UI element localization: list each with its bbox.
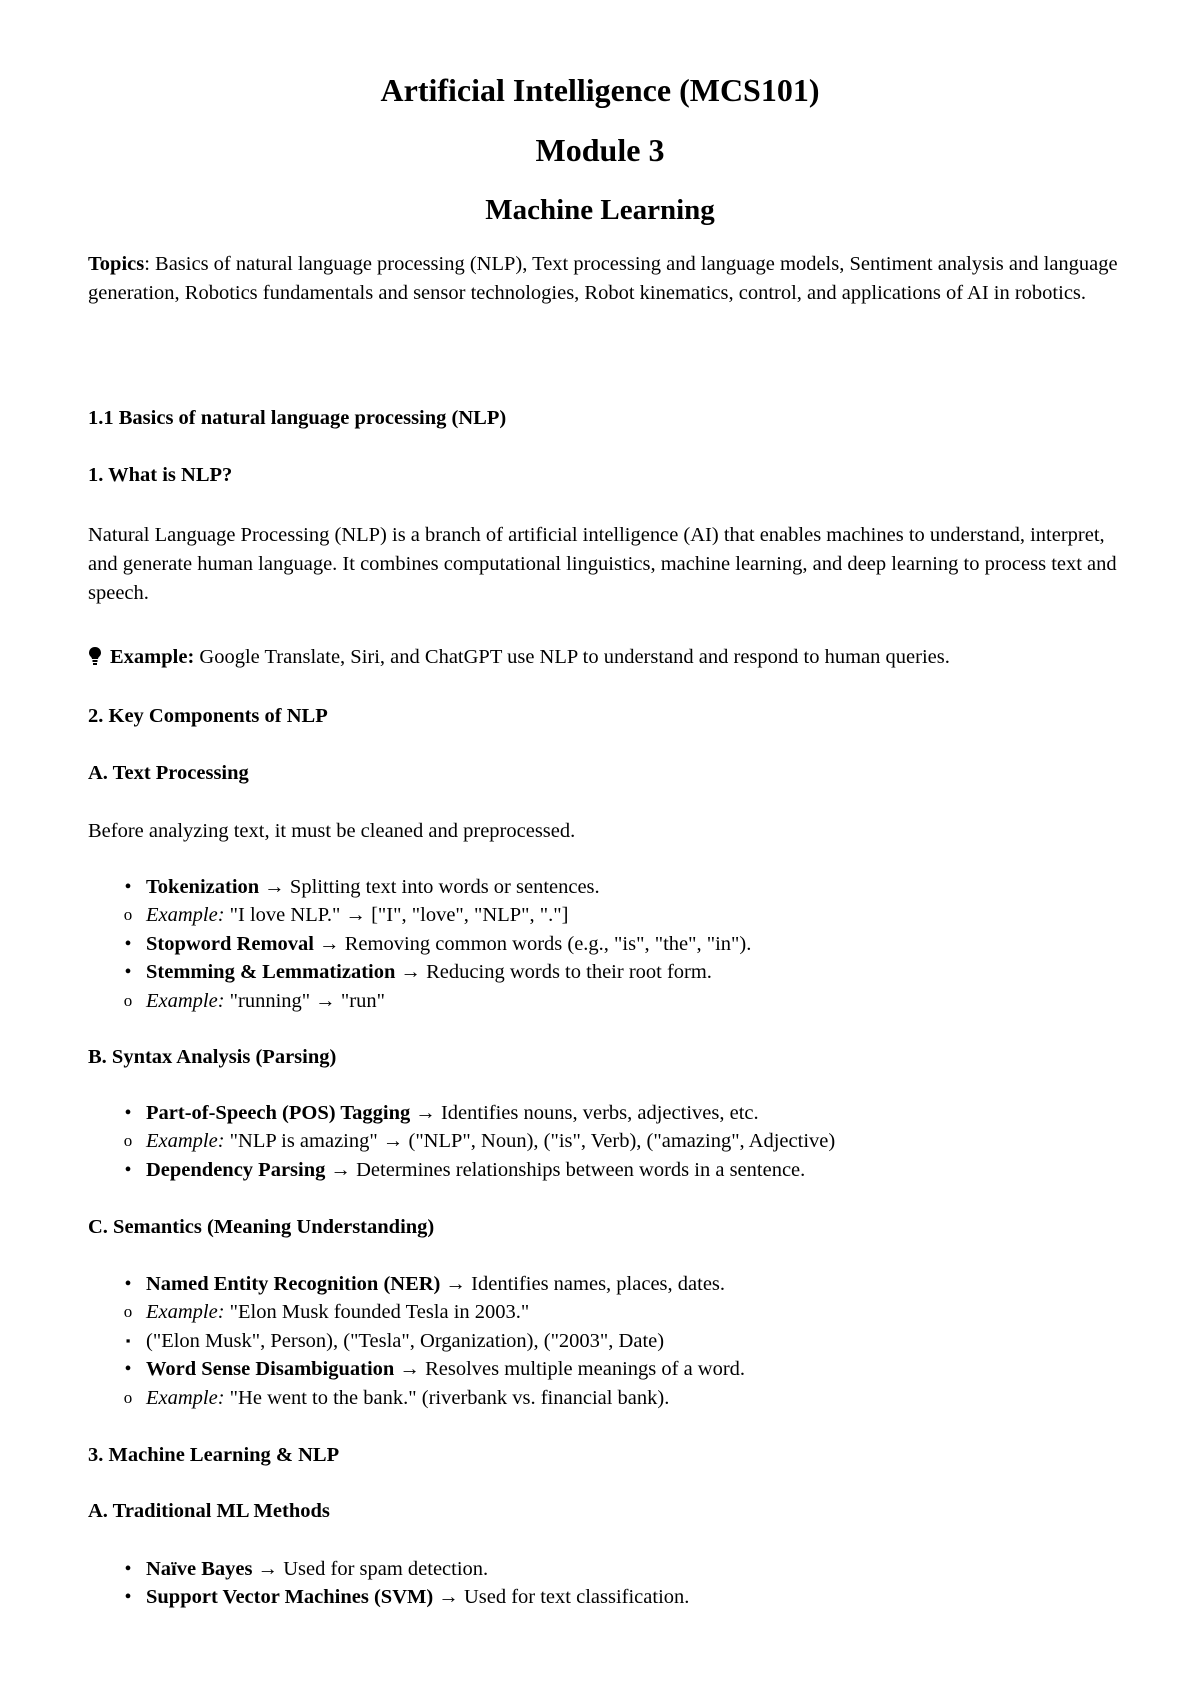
list-item [146,901,568,929]
text-processing-heading: A. Text Processing [88,762,249,784]
list-item-term: Named Entity Recognition (NER) [146,1273,441,1295]
list-item-text: → Used for spam detection. [252,1558,489,1580]
lightbulb-icon [88,646,102,666]
list-item-text: → Identifies names, places, dates. [440,1273,726,1295]
list-item-text: → Removing common words (e.g., "is", "the", "in"). [313,932,752,955]
list-item [146,1270,725,1298]
bullet-marker: • [124,1158,132,1181]
list-item-term: Stemming & Lemmatization [146,961,396,984]
nlp-example-line [88,643,950,671]
list-item-text: "Elon Musk founded Tesla in 2003." [224,1301,530,1324]
section-heading-1-1: 1.1 Basics of natural language processing (NLP) [88,407,507,429]
example-label: Example: [110,646,195,668]
topics-text: : Basics of natural language processing (NLP), Text processing and language models, Sentiment analysis and language generation, Robotics fundamentals and sensor technologies, Robot kinematics, control, and applications of AI in robotics. [88,253,1118,304]
list-item [146,987,385,1015]
bullet-marker: • [124,876,132,898]
bullet-marker: • [124,932,132,955]
list-item [146,1583,689,1611]
module-title: Module 3 [535,132,665,168]
list-item [146,1099,759,1127]
list-item [146,1298,529,1326]
semantics-heading: C. Semantics (Meaning Understanding) [88,1216,435,1238]
syntax-analysis-heading: B. Syntax Analysis (Parsing) [88,1046,337,1068]
list-item-text: → Resolves multiple meanings of a word. [394,1358,746,1381]
list-item-text: → Reducing words to their root form. [395,961,712,984]
traditional-ml-heading: A. Traditional ML Methods [88,1500,330,1522]
list-item-example-label: Example: [146,904,225,927]
list-item-example-label: Example: [146,989,225,1012]
sub-bullet-marker: o [123,905,133,925]
list-item-text: → Determines relationships between words in a sentence. [325,1158,806,1181]
list-item-term: Naïve Bayes [146,1558,253,1580]
list-item [146,1327,664,1355]
list-item-term: Support Vector Machines (SVM) [146,1586,434,1609]
topics-label: Topics [88,253,145,275]
list-item [146,1555,488,1583]
list-item [146,1355,745,1383]
list-item [146,873,600,901]
list-item-text: "NLP is amazing" → ("NLP", Noun), ("is", Verb), ("amazing", Adjective) [224,1130,836,1153]
bullet-marker: • [124,1273,132,1295]
bullet-marker: • [124,1358,132,1381]
topics-paragraph [88,250,1118,308]
sub-bullet-marker: o [123,1302,133,1322]
key-components-heading: 2. Key Components of NLP [88,705,328,727]
list-item [146,1156,805,1184]
sub-bullet-marker: o [123,990,133,1010]
what-is-nlp-heading: 1. What is NLP? [88,464,233,486]
list-item-text: → Splitting text into words or sentences. [259,876,600,898]
list-item-text: → Identifies nouns, verbs, adjectives, etc. [410,1102,759,1124]
list-item-example-label: Example: [146,1130,225,1153]
bullet-marker: • [124,1586,132,1609]
list-item-text: "running" → "run" [224,989,385,1012]
subject-title: Machine Learning [485,194,715,226]
list-item-term: Word Sense Disambiguation [146,1358,395,1381]
list-item-term: Dependency Parsing [146,1158,326,1181]
list-item-term: Part-of-Speech (POS) Tagging [146,1102,411,1124]
list-item [146,958,712,986]
list-item [146,1127,835,1155]
bullet-marker: • [124,1102,132,1124]
square-bullet-marker: ▪ [125,1332,131,1348]
bullet-marker: • [124,961,132,984]
sub-bullet-marker: o [123,1131,133,1151]
example-text: Google Translate, Siri, and ChatGPT use NLP to understand and respond to human queries. [194,646,950,668]
course-title: Artificial Intelligence (MCS101) [380,72,820,108]
list-item-text: "He went to the bank." (riverbank vs. financial bank). [224,1386,670,1409]
list-item-term: Stopword Removal [146,932,314,955]
sub-bullet-marker: o [123,1387,133,1407]
nlp-definition-paragraph: Natural Language Processing (NLP) is a branch of artificial intelligence (AI) that enables machines to understand, interpret, and generate human language. It combines computational linguistics, machine learning, and deep learning to process text and speech. [88,524,1117,604]
list-item-text: "I love NLP." → ["I", "love", "NLP", "."] [224,904,569,927]
ml-nlp-heading: 3. Machine Learning & NLP [88,1444,340,1466]
list-item-term: Tokenization [146,876,260,898]
text-processing-intro: Before analyzing text, it must be cleaned and preprocessed. [88,820,576,842]
list-item [146,1384,669,1412]
list-item-example-label: Example: [146,1386,225,1409]
list-item [146,930,751,958]
list-item-text: ("Elon Musk", Person), ("Tesla", Organization), ("2003", Date) [146,1329,665,1352]
list-item-example-label: Example: [146,1301,225,1324]
list-item-text: → Used for text classification. [433,1586,690,1609]
bullet-marker: • [124,1558,132,1580]
